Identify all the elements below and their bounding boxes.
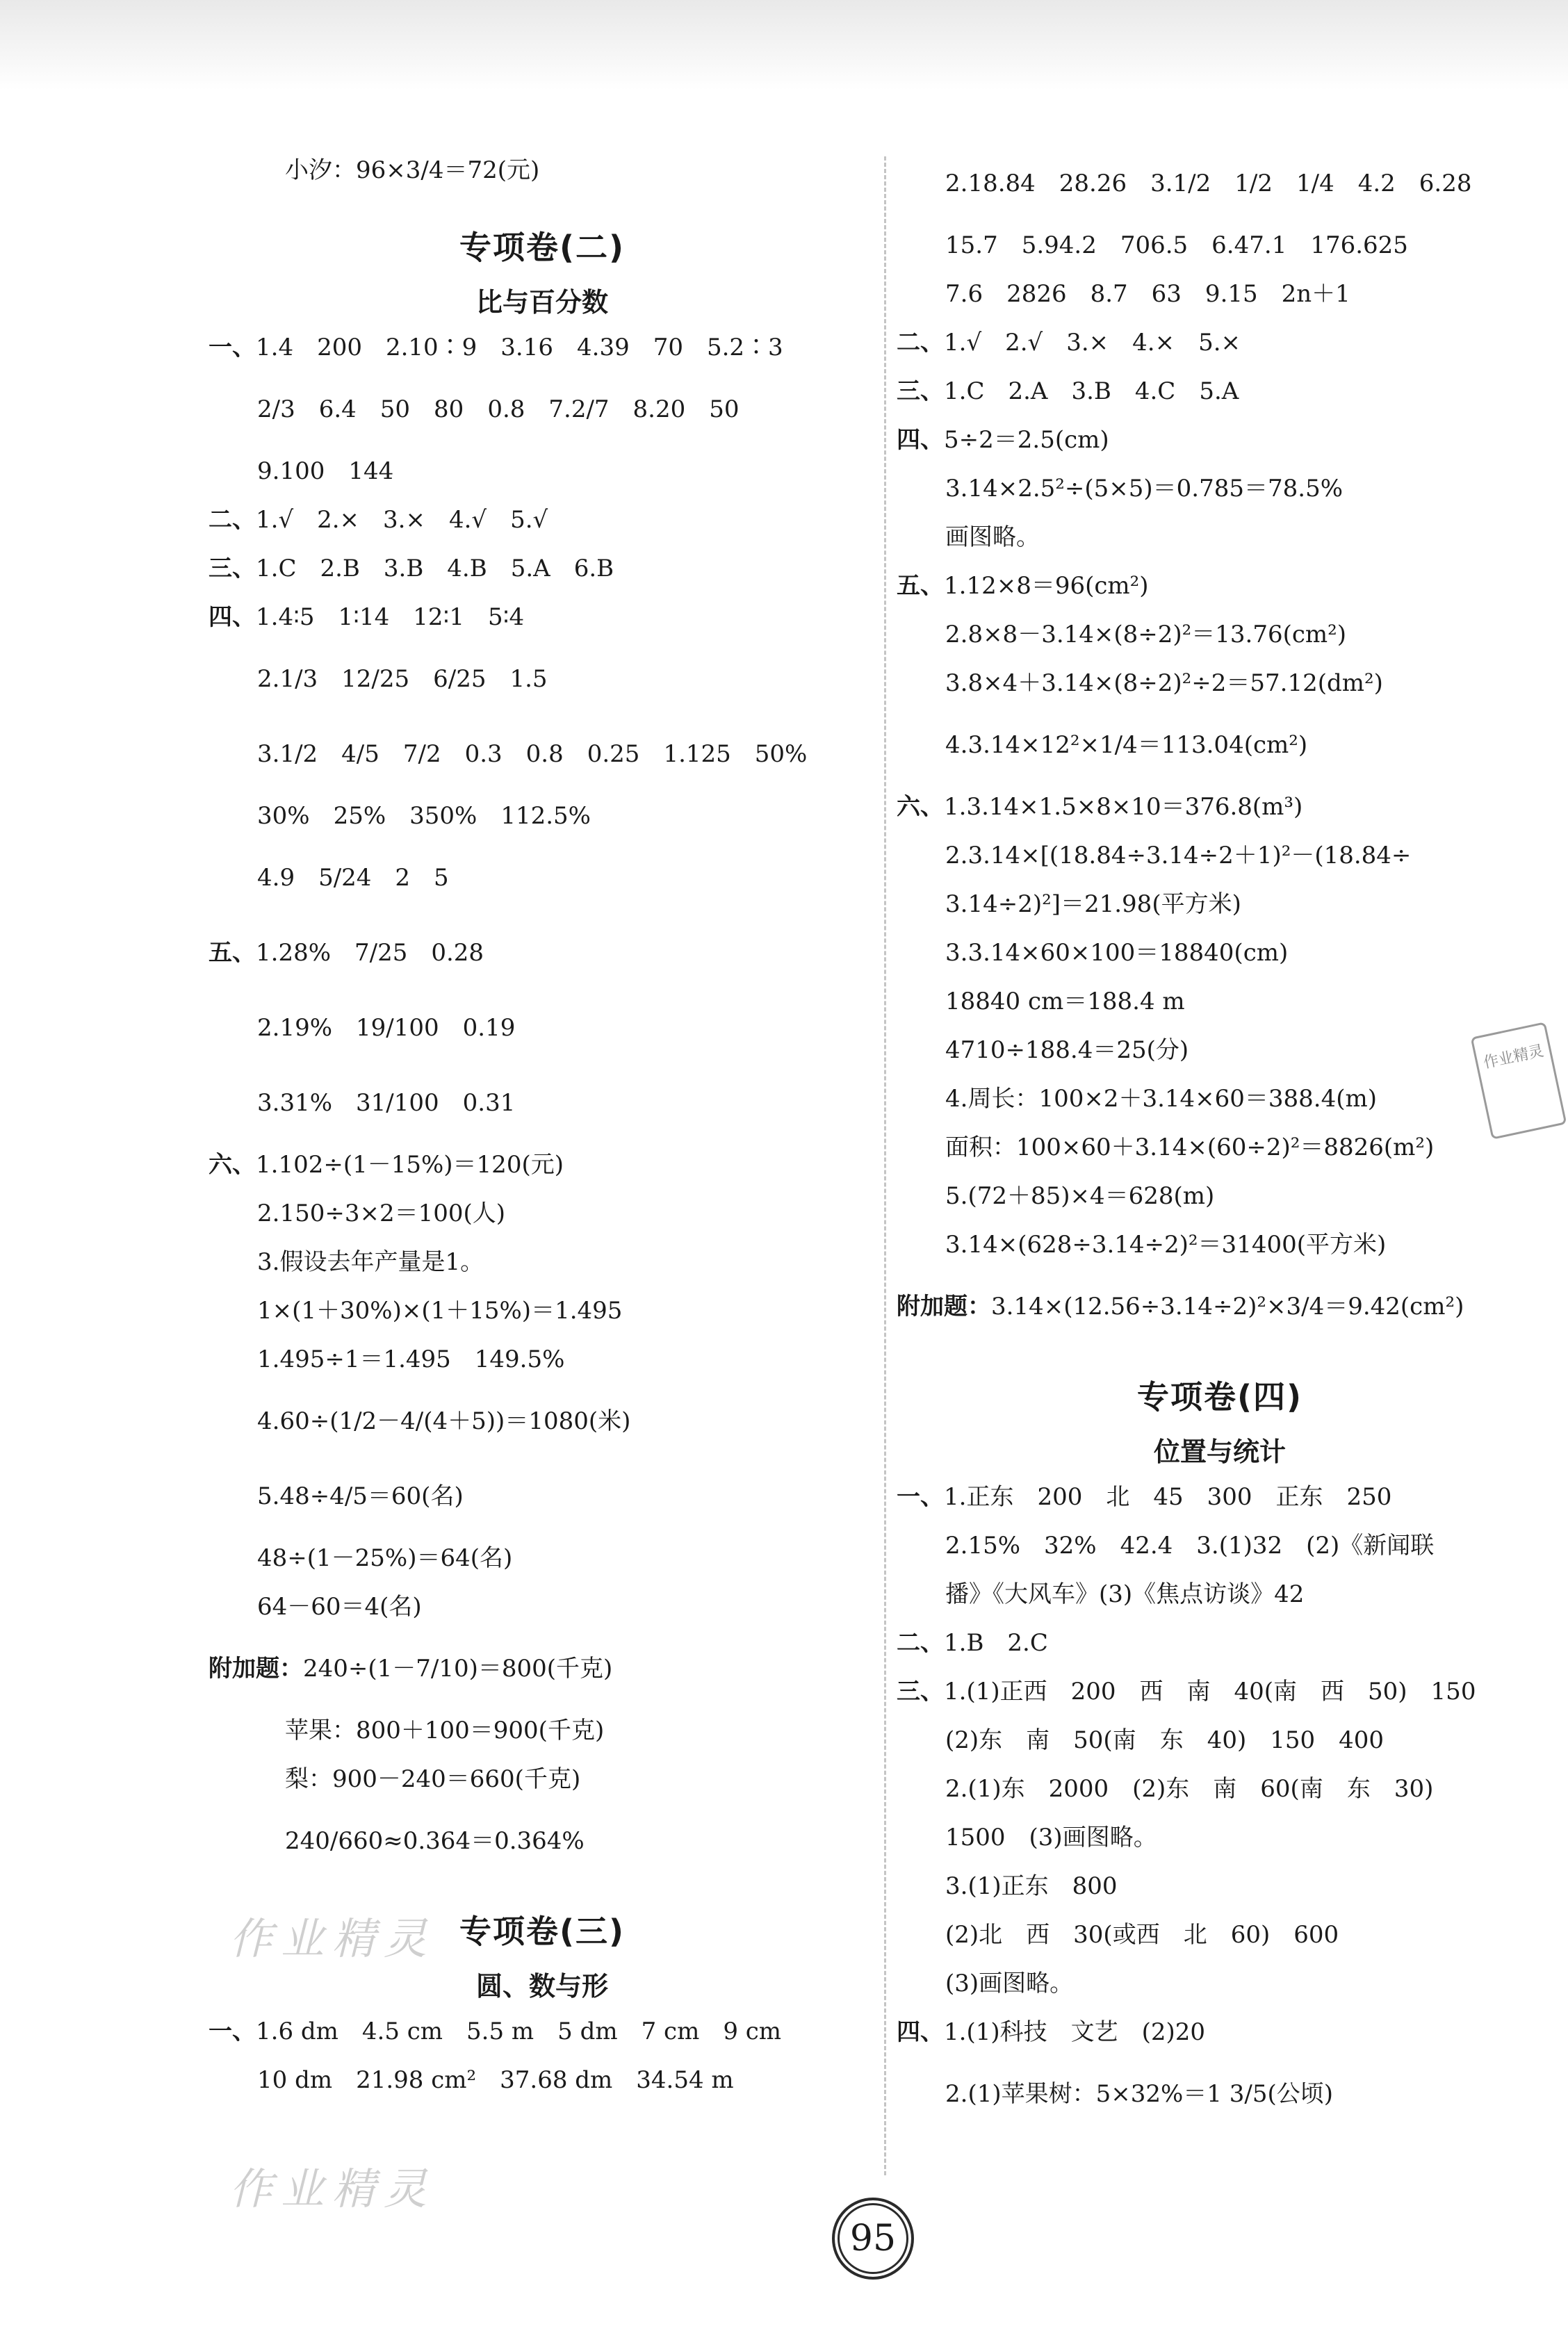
question-group-label: 四、 [897,426,944,454]
left-column [209,146,876,2104]
answer-text: (2)北 西 30(或西 北 60) 600 [945,1921,1339,1949]
answer-line [897,513,1543,562]
question-group-label: 四、 [897,2018,944,2046]
answer-text: 苹果：800＋100＝900(千克) [285,1717,605,1744]
answer-text: 2.15% 32% 42.4 3.(1)32 (2)《新闻联 [945,1532,1435,1560]
answer-text: 5÷2＝2.5(cm) [944,426,1109,454]
answer-line [897,1074,1543,1123]
question-group-label: 二、 [897,1629,944,1657]
question-group-label: 五、 [897,572,944,600]
answer-line [897,1716,1543,1765]
answer-text: 64－60＝4(名) [257,1593,422,1621]
section-title: 专项卷(二) [459,229,626,266]
answer-text: 1.√ 2.√ 3.× 4.× 5.× [944,329,1241,357]
answer-line [209,1534,876,1582]
answer-line [209,496,876,544]
answer-line [897,1269,1543,1344]
answer-line [897,783,1543,831]
answer-text: 240/660≈0.364＝0.364% [285,1827,585,1855]
answer-line [897,1813,1543,1862]
question-group-label: 三、 [897,377,944,405]
answer-line [897,1959,1543,2008]
section-subtitle: 圆、数与形 [475,1971,608,2002]
answer-line [897,2056,1543,2132]
answer-text: 1.495÷1＝1.495 149.5% [257,1346,565,1373]
answer-text: 4.周长：100×2＋3.14×60＝388.4(m) [945,1085,1378,1113]
answer-text: 1×(1＋30%)×(1＋15%)＝1.495 [257,1297,623,1325]
answer-text: 1.4∶5 1∶14 12∶1 5∶4 [256,603,525,631]
answer-line [209,146,876,195]
answer-text: 2.3.14×[(18.84÷3.14÷2＋1)²－(18.84÷ [945,842,1412,869]
question-group-label: 二、 [209,506,256,534]
answer-text: 5.48÷4/5＝60(名) [257,1482,464,1510]
question-group-label: 一、 [897,1483,944,1511]
section-title: 专项卷(三) [459,1913,626,1950]
watermark: 作业精灵 [229,1913,436,1964]
question-group-label: 六、 [209,1151,256,1179]
answer-line [209,1804,876,1879]
answer-text: 9.100 144 [257,457,394,485]
answer-line [209,1189,876,1238]
page-number: 95 [832,2198,914,2280]
answer-line [209,1335,876,1384]
answer-line [209,990,876,1065]
answer-line [209,1384,876,1459]
question-group-label: 一、 [209,334,256,361]
answer-text: 2/3 6.4 50 80 0.8 7.2/7 8.20 50 [257,395,740,423]
answer-text: 4.60÷(1/2－4/(4＋5))＝1080(米) [257,1407,631,1435]
answer-line [209,2056,876,2104]
answer-text: 18840 cm＝188.4 m [945,988,1185,1015]
answer-text: 1500 (3)画图略。 [945,1824,1157,1851]
answer-text: 1.102÷(1－15%)＝120(元) [256,1151,564,1179]
answer-text: 2.150÷3×2＝100(人) [257,1200,505,1227]
answer-line [209,372,876,447]
answer-line [209,1755,876,1804]
answer-text: 3.1/2 4/5 7/2 0.3 0.8 0.25 1.125 50% [257,740,808,768]
answer-line [209,1140,876,1189]
answer-line [897,977,1543,1026]
answer-line [897,1123,1543,1172]
answer-line [897,562,1543,610]
watermark: 作业精灵 [229,2164,436,2214]
answer-text: 1.4 200 2.10∶9 3.16 4.39 70 5.2∶3 [256,334,783,361]
answer-text: 15.7 5.94.2 706.5 6.47.1 176.625 [945,231,1408,259]
answer-line [209,641,876,717]
answer-text: (3)画图略。 [945,1970,1074,1997]
answer-line [897,1220,1543,1269]
answer-text: (2)东 南 50(南 东 40) 150 400 [945,1726,1385,1754]
answer-text: 2.(1)苹果树：5×32%＝1 3/5(公顷) [945,2080,1333,2108]
answer-line [897,1026,1543,1074]
answer-line [897,1473,1543,1521]
answer-text: 3.8×4＋3.14×(8÷2)²÷2＝57.12(dm²) [945,669,1383,697]
answer-line [209,915,876,990]
answer-text: 5.(72＋85)×4＝628(m) [945,1182,1215,1210]
answer-line [897,464,1543,513]
answer-line [209,717,876,792]
answer-text: 1.28% 7/25 0.28 [256,939,484,967]
answer-text: 4.3.14×12²×1/4＝113.04(cm²) [945,731,1308,759]
answer-text: 2.1/3 12/25 6/25 1.5 [257,665,548,693]
answer-line [897,1570,1543,1619]
answer-text: 7.6 2826 8.7 63 9.15 2n＋1 [945,280,1350,308]
question-group-label: 三、 [209,555,256,582]
answer-text: 10 dm 21.98 cm² 37.68 dm 34.54 m [257,2066,734,2094]
answer-line [897,1172,1543,1220]
answer-line [897,1521,1543,1570]
stamp-watermark: 作业精灵 [1471,1022,1567,1140]
question-group-label: 二、 [897,329,944,357]
question-group-label: 一、 [209,2018,256,2045]
scan-top-band [0,0,1568,90]
question-group-label: 附加题： [209,1655,303,1683]
answer-text: 1.6 dm 4.5 cm 5.5 m 5 dm 7 cm 9 cm [256,2018,782,2045]
answer-line [897,1619,1543,1667]
answer-text: 3.(1)正东 800 [945,1872,1118,1900]
answer-line [897,1667,1543,1716]
answer-line [897,270,1543,318]
answer-line [897,610,1543,659]
answer-line [897,1911,1543,1959]
answer-text: 梨：900－240＝660(千克) [285,1765,581,1793]
answer-text: 4.9 5/24 2 5 [257,864,449,892]
right-column [897,146,1543,2132]
answer-text: 播》《大风车》(3)《焦点访谈》42 [945,1580,1305,1608]
answer-line [209,1238,876,1286]
answer-line [209,544,876,593]
section-subtitle: 位置与统计 [1153,1437,1286,1467]
answer-line [209,2007,876,2056]
answer-text: 48÷(1－25%)＝64(名) [257,1544,513,1572]
answer-text: 3.3.14×60×100＝18840(cm) [945,939,1289,967]
answer-line [209,323,876,372]
answer-line [209,593,876,641]
answer-text: 3.14×2.5²÷(5×5)＝0.785＝78.5% [945,475,1344,502]
answer-line [897,708,1543,783]
answer-text: 小汐：96×3/4＝72(元) [285,156,540,184]
answer-line [209,840,876,915]
answer-line [209,1631,876,1706]
answer-text: 30% 25% 350% 112.5% [257,802,591,830]
answer-text: 3.14×(12.56÷3.14÷2)²×3/4＝9.42(cm²) [991,1293,1464,1320]
answer-line [897,880,1543,929]
answer-line [209,792,876,840]
question-group-label: 附加题： [897,1293,991,1320]
answer-line [897,146,1543,221]
answer-text: 1.C 2.B 3.B 4.B 5.A 6.B [256,555,614,582]
answer-line [209,447,876,496]
answer-line [209,1706,876,1755]
answer-text: 1.12×8＝96(cm²) [944,572,1149,600]
answer-line [897,1862,1543,1911]
answer-text: 1.3.14×1.5×8×10＝376.8(m³) [944,793,1303,821]
answer-text: 3.14÷2)²]＝21.98(平方米) [945,890,1241,918]
answer-text: 2.8×8－3.14×(8÷2)²＝13.76(cm²) [945,621,1347,648]
answer-text: 1.(1)科技 文艺 (2)20 [944,2018,1206,2046]
answer-line [209,1459,876,1534]
answer-text: 1.√ 2.× 3.× 4.√ 5.√ [256,506,548,534]
answer-text: 1.(1)正西 200 西 南 40(南 西 50) 150 [944,1678,1476,1706]
answer-text: 2.19% 19/100 0.19 [257,1014,516,1042]
answer-text: 1.B 2.C [944,1629,1048,1657]
answer-line [897,416,1543,464]
answer-line [209,1065,876,1140]
answer-text: 1.正东 200 北 45 300 正东 250 [944,1483,1392,1511]
answer-text: 2.18.84 28.26 3.1/2 1/2 1/4 4.2 6.28 [945,170,1472,197]
column-divider [884,156,886,2175]
answer-text: 3.14×(628÷3.14÷2)²＝31400(平方米) [945,1231,1387,1259]
answer-line [897,318,1543,367]
answer-line [897,2008,1543,2056]
question-group-label: 五、 [209,939,256,967]
question-group-label: 四、 [209,603,256,631]
answer-line [897,831,1543,880]
answer-text: 3.假设去年产量是1。 [257,1248,484,1276]
answer-line [897,929,1543,977]
question-group-label: 三、 [897,1678,944,1706]
answer-line [209,1582,876,1631]
answer-text: 4710÷188.4＝25(分) [945,1036,1189,1064]
answer-line [897,1765,1543,1813]
section-title: 专项卷(四) [1136,1378,1303,1416]
answer-line [897,659,1543,708]
answer-text: 1.C 2.A 3.B 4.C 5.A [944,377,1239,405]
answer-line [897,221,1543,270]
answer-line [209,1286,876,1335]
answer-text: 面积：100×60＋3.14×(60÷2)²＝8826(m²) [945,1134,1435,1161]
answer-text: 画图略。 [945,523,1040,551]
answer-line [897,367,1543,416]
answer-text: 3.31% 31/100 0.31 [257,1089,516,1117]
section-subtitle: 比与百分数 [475,287,608,318]
answer-text: 240÷(1－7/10)＝800(千克) [303,1655,613,1683]
question-group-label: 六、 [897,793,944,821]
answer-text: 2.(1)东 2000 (2)东 南 60(南 东 30) [945,1775,1434,1803]
